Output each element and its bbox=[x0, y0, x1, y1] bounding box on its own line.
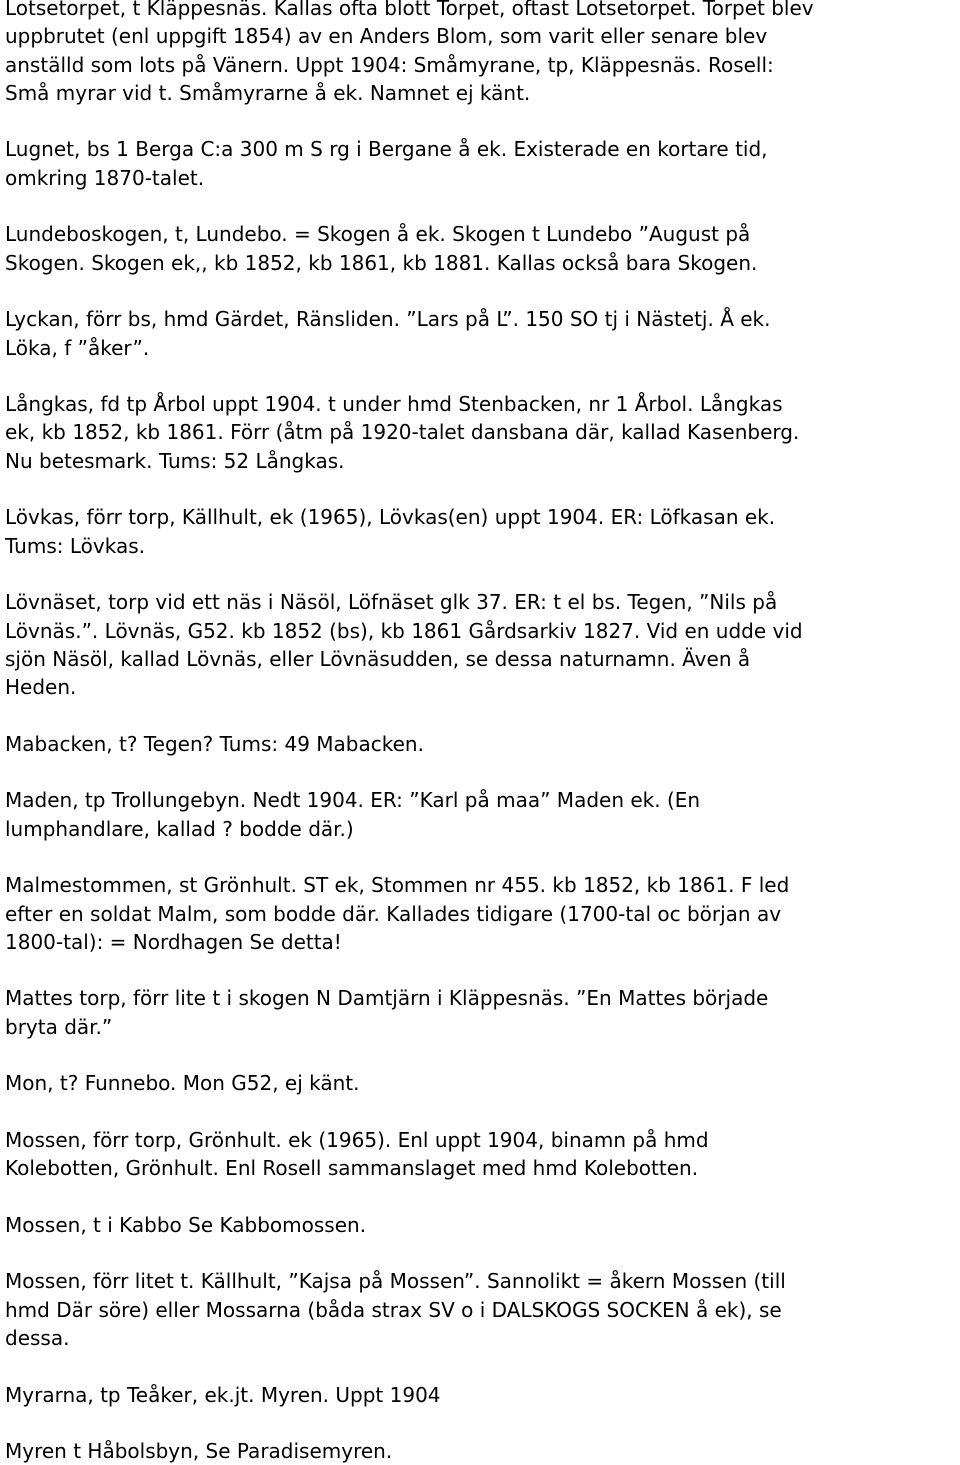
text-line: Kolebotten, Grönhult. Enl Rosell sammanslaget med hmd Kolebotten. bbox=[5, 1156, 699, 1181]
entry-lugnet bbox=[5, 135, 953, 192]
entry-malmestommen bbox=[5, 871, 953, 956]
text-line: Mattes torp, förr lite t i skogen N Damtjärn i Kläppesnäs. ”En Mattes började bbox=[5, 986, 769, 1011]
entry-myrarna bbox=[5, 1381, 953, 1409]
text-line: uppbrutet (enl uppgift 1854) av en Anders Blom, som varit eller senare blev bbox=[5, 24, 768, 49]
text-line: Mossen, förr torp, Grönhult. ek (1965). Enl uppt 1904, binamn på hmd bbox=[5, 1127, 709, 1152]
text-line: Maden, tp Trollungebyn. Nedt 1904. ER: ”Karl på maa” Maden ek. (En bbox=[5, 788, 701, 813]
entry-lundeboskogen bbox=[5, 220, 953, 277]
entry-lovnaset bbox=[5, 588, 953, 701]
text-line: Lövnäset, torp vid ett näs i Näsöl, Löfnäset glk 37. ER: t el bs. Tegen, ”Nils på bbox=[5, 590, 778, 615]
entry-mabacken bbox=[5, 730, 953, 758]
text-line: Lotsetorpet, t Kläppesnäs. Kallas ofta blott Torpet, oftast Lotsetorpet. Torpet blev bbox=[5, 0, 814, 20]
entry-lyckan bbox=[5, 305, 953, 362]
text-line: Nu betesmark. Tums: 52 Långkas. bbox=[5, 448, 345, 473]
text-line: efter en soldat Malm, som bodde där. Kallades tidigare (1700-tal oc början av bbox=[5, 901, 782, 926]
text-line: Malmestommen, st Grönhult. ST ek, Stommen nr 455. kb 1852, kb 1861. F led bbox=[5, 873, 790, 898]
text-line: omkring 1870-talet. bbox=[5, 165, 205, 190]
entry-maden bbox=[5, 786, 953, 843]
document-page bbox=[5, 0, 953, 1465]
text-line: 1800-tal): = Nordhagen Se detta! bbox=[5, 929, 342, 954]
text-line: lumphandlare, kallad ? bodde där.) bbox=[5, 816, 354, 841]
text-line: dessa. bbox=[5, 1325, 70, 1350]
text-line: Myren t Håbolsbyn, Se Paradisemyren. bbox=[5, 1439, 393, 1464]
entry-mossen-gronhult bbox=[5, 1126, 953, 1183]
text-line: Lövnäs.”. Lövnäs, G52. kb 1852 (bs), kb 1861 Gårdsarkiv 1827. Vid en udde vid bbox=[5, 618, 803, 643]
text-line: hmd Där söre) eller Mossarna (båda strax SV o i DALSKOGS SOCKEN å ek), se bbox=[5, 1297, 782, 1322]
text-line: Skogen. Skogen ek,, kb 1852, kb 1861, kb 1881. Kallas också bara Skogen. bbox=[5, 250, 758, 275]
text-line: Lugnet, bs 1 Berga C:a 300 m S rg i Bergane å ek. Existerade en kortare tid, bbox=[5, 137, 768, 162]
entry-myren bbox=[5, 1437, 953, 1465]
text-line: Mossen, t i Kabbo Se Kabbomossen. bbox=[5, 1212, 367, 1237]
entry-lovkas bbox=[5, 503, 953, 560]
entry-langkas bbox=[5, 390, 953, 475]
entry-mon bbox=[5, 1069, 953, 1097]
text-line: anställd som lots på Vänern. Uppt 1904: Småmyrane, tp, Kläppesnäs. Rosell: bbox=[5, 52, 774, 77]
entry-mossen-kallhult bbox=[5, 1267, 953, 1352]
text-line: Mossen, förr litet t. Källhult, ”Kajsa på Mossen”. Sannolikt = åkern Mossen (till bbox=[5, 1269, 786, 1294]
text-line: sjön Näsöl, kallad Lövnäs, eller Lövnäsudden, se dessa naturnamn. Även å bbox=[5, 646, 751, 671]
entry-mattes-torp bbox=[5, 984, 953, 1041]
text-line: Lyckan, förr bs, hmd Gärdet, Ränsliden. ”Lars på L”. 150 SO tj i Nästetj. Å ek. bbox=[5, 307, 771, 332]
text-line: Myrarna, tp Teåker, ek.jt. Myren. Uppt 1904 bbox=[5, 1382, 441, 1407]
text-line: Lundeboskogen, t, Lundebo. = Skogen å ek. Skogen t Lundebo ”August på bbox=[5, 222, 751, 247]
text-line: Tums: Lövkas. bbox=[5, 533, 145, 558]
text-line: Löka, f ”åker”. bbox=[5, 335, 150, 360]
text-line: bryta där.” bbox=[5, 1014, 113, 1039]
text-line: Mabacken, t? Tegen? Tums: 49 Mabacken. bbox=[5, 731, 424, 756]
entry-mossen-kabbo bbox=[5, 1211, 953, 1239]
text-line: Små myrar vid t. Småmyrarne å ek. Namnet ej känt. bbox=[5, 80, 531, 105]
text-line: Lövkas, förr torp, Källhult, ek (1965), Lövkas(en) uppt 1904. ER: Löfkasan ek. bbox=[5, 505, 776, 530]
text-line: Långkas, fd tp Årbol uppt 1904. t under hmd Stenbacken, nr 1 Årbol. Långkas bbox=[5, 392, 783, 417]
text-line: ek, kb 1852, kb 1861. Förr (åtm på 1920-talet dansbana där, kallad Kasenberg. bbox=[5, 420, 800, 445]
entry-lotsetorpet bbox=[5, 0, 953, 107]
text-line: Heden. bbox=[5, 675, 77, 700]
text-line: Mon, t? Funnebo. Mon G52, ej känt. bbox=[5, 1071, 360, 1096]
